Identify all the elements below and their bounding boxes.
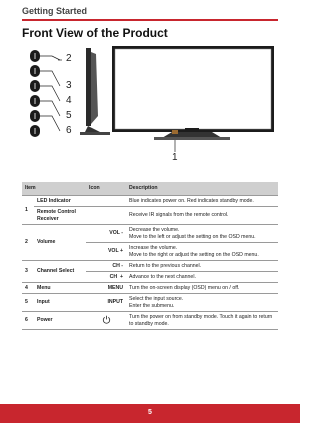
tv-front-view	[112, 46, 274, 152]
row-number: 1	[22, 196, 34, 225]
table-row	[22, 225, 278, 243]
icon-label: INPUT	[86, 294, 126, 312]
callout-4: 4	[66, 95, 72, 106]
page-title: Front View of the Product	[22, 26, 168, 40]
icon-label: CH +	[86, 272, 126, 283]
controls-table	[22, 182, 278, 330]
description-line: Decrease the volume.	[129, 226, 180, 233]
icon-label: MENU	[86, 283, 126, 294]
icon-cell	[86, 207, 126, 225]
control-buttons-column	[30, 50, 40, 137]
table-row	[22, 283, 278, 294]
table-row	[22, 294, 278, 312]
description: Turn the on-screen display (OSD) menu on / off.	[126, 283, 278, 294]
description	[126, 225, 278, 243]
power-icon	[102, 315, 111, 324]
icon-cell	[86, 196, 126, 207]
section-header: Getting Started	[22, 6, 88, 16]
description-line: Increase the volume.	[129, 244, 178, 251]
description-line: Enter the submenu.	[129, 302, 175, 309]
icon-label: VOL +	[86, 243, 126, 261]
description-line: Move to the right or adjust the setting on the OSD menu.	[129, 251, 259, 258]
table-row	[22, 312, 278, 330]
row-number: 3	[22, 261, 34, 283]
item-name: Input	[34, 294, 86, 312]
description	[126, 294, 278, 312]
item-name: Remote Control Receiver	[34, 207, 86, 225]
product-illustration	[22, 44, 278, 172]
description: Turn the power on from standby mode. Touch it again to return to standby mode.	[126, 312, 278, 330]
row-number: 2	[22, 225, 34, 261]
header-icon: Icon	[86, 182, 126, 196]
header-description: Description	[126, 182, 278, 196]
table-row	[22, 196, 278, 207]
row-number: 4	[22, 283, 34, 294]
footer-bar	[0, 404, 300, 423]
callout-3: 3	[66, 80, 72, 91]
icon-cell	[86, 312, 126, 330]
item-name: Volume	[34, 225, 86, 261]
icon-label: CH -	[86, 261, 126, 272]
row-number: 6	[22, 312, 34, 330]
table-row	[22, 207, 278, 225]
item-name: Menu	[34, 283, 86, 294]
description-line: Select the input source.	[129, 295, 184, 302]
callout-leader-lines	[40, 56, 62, 131]
description: Blue indicates power on. Red indicates standby mode.	[126, 196, 278, 207]
header-item: Item	[22, 182, 86, 196]
description: Advance to the next channel.	[126, 272, 278, 283]
description-line: Move to the left or adjust the setting on the OSD menu.	[129, 233, 256, 240]
callout-2: 2	[66, 53, 72, 64]
tv-side-profile	[80, 48, 110, 135]
item-name: Channel Select	[34, 261, 86, 283]
icon-label: VOL -	[86, 225, 126, 243]
page-number: 5	[148, 409, 152, 416]
callout-5: 5	[66, 110, 72, 121]
header-rule	[22, 19, 278, 21]
callout-6: 6	[66, 125, 72, 136]
table-row	[22, 261, 278, 272]
item-name: LED Indicator	[34, 196, 86, 207]
item-name: Power	[34, 312, 86, 330]
description: Receive IR signals from the remote control.	[126, 207, 278, 225]
product-front-view-figure	[22, 44, 278, 172]
callout-1: 1	[172, 152, 178, 163]
description: Return to the previous channel.	[126, 261, 278, 272]
description	[126, 243, 278, 261]
row-number: 5	[22, 294, 34, 312]
table-header-row	[22, 182, 278, 196]
